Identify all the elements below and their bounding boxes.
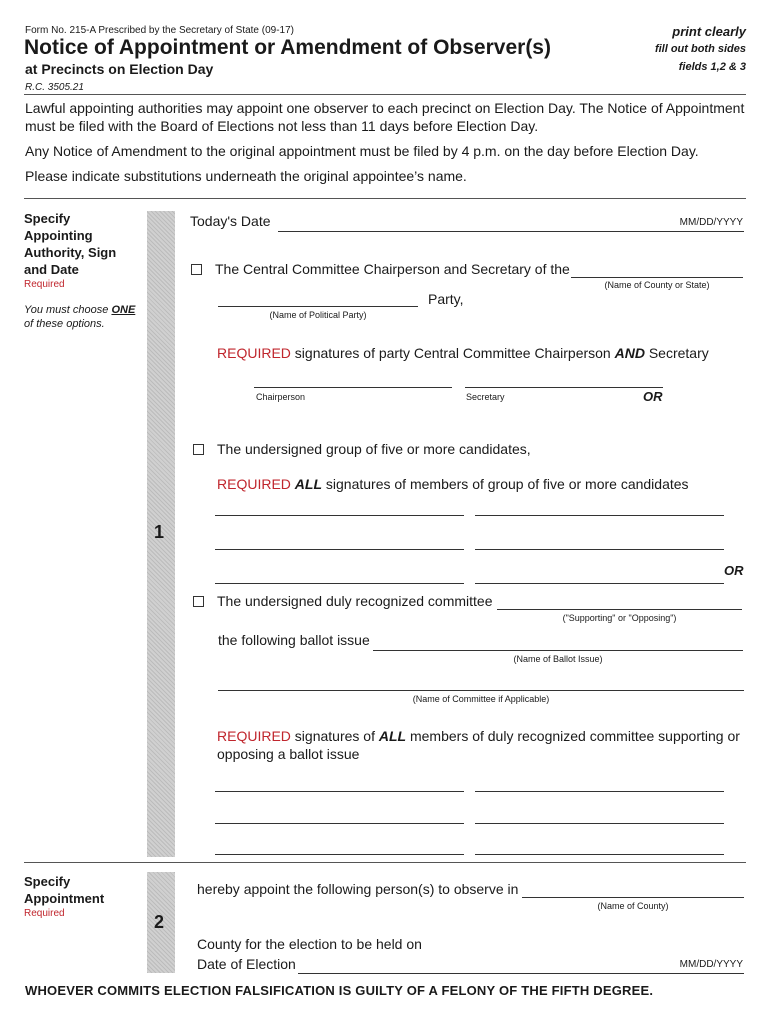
option3-label: The undersigned duly recognized committee [217,593,493,609]
intro-paragraph-1: Lawful appointing authorities may appoint one observer to each precinct on Election Day. The Notice of Appointment must be filed with the Board of Elections not less than 11 days before Election Day. [25,100,745,134]
candidate-signature-1[interactable] [215,515,464,516]
option3-required-text: REQUIRED signatures of ALL members of duly recognized committee supporting or opposing a ballot issue [217,728,740,762]
or-label-2: OR [724,563,744,578]
candidate-signature-5[interactable] [215,583,464,584]
fields-note: fields 1,2 & 3 [678,61,746,73]
section1-note: You must choose ONE of these options. [24,304,136,330]
todays-date-input[interactable] [278,231,744,232]
intro-paragraph-3: Please indicate substitutions underneath the original appointee’s name. [25,168,467,184]
candidate-signature-6[interactable] [475,583,724,584]
or-label-1: OR [643,389,663,404]
option1-label: The Central Committee Chairperson and Secretary of the [215,261,570,277]
committee-name-input[interactable] [218,690,744,691]
ballot-issue-input[interactable] [373,650,743,651]
header-divider [24,94,746,95]
candidate-signature-2[interactable] [475,515,724,516]
section2-number: 2 [154,912,165,932]
chairperson-signature-input[interactable] [254,387,452,388]
secretary-signature-input[interactable] [465,387,663,388]
supporting-opposing-caption: ("Supporting" or "Opposing") [562,613,677,623]
county-caption: (Name of County) [597,901,669,911]
supporting-opposing-input[interactable] [497,609,742,610]
ballot-issue-label: the following ballot issue [218,632,370,648]
section1-divider [24,198,746,199]
section1-label: Specify Appointing Authority, Sign and Date [24,211,117,277]
todays-date-format: MM/DD/YYYY [679,217,743,228]
option2-required-text: REQUIRED ALL signatures of members of group of five or more candidates [217,476,689,492]
section2-label: Specify Appointment [24,874,105,906]
section2-required: Required [24,908,65,919]
print-clearly-note: print clearly [672,24,746,39]
intro-paragraph-2: Any Notice of Amendment to the original appointment must be filed by 4 p.m. on the day before Election Day. [25,143,699,159]
option3-checkbox[interactable] [193,596,204,607]
secretary-caption: Secretary [466,392,505,402]
date-of-election-input[interactable] [298,973,744,974]
ballot-issue-caption: (Name of Ballot Issue) [513,654,603,664]
committee-signature-3[interactable] [215,823,464,824]
section2-divider [24,862,746,863]
party-label: Party, [428,291,464,307]
todays-date-label: Today's Date [190,213,271,229]
form-number: Form No. 215-A Prescribed by the Secretary of State (09-17) [25,25,295,36]
committee-name-caption: (Name of Committee if Applicable) [412,694,550,704]
section1-required: Required [24,279,65,290]
section1-number: 1 [154,522,165,542]
option2-checkbox[interactable] [193,444,204,455]
election-date-format: MM/DD/YYYY [679,959,743,970]
chairperson-caption: Chairperson [256,392,306,402]
date-of-election-label: Date of Election [197,956,296,972]
county-election-label: County for the election to be held on [197,936,422,952]
county-state-caption: (Name of County or State) [604,280,710,290]
committee-signature-5[interactable] [215,854,464,855]
political-party-caption: (Name of Political Party) [269,310,367,320]
candidate-signature-3[interactable] [215,549,464,550]
fill-both-sides-note: fill out both sides [654,43,746,55]
option1-required-text: REQUIRED signatures of party Central Committee Chairperson AND Secretary [217,345,709,361]
candidate-signature-4[interactable] [475,549,724,550]
appoint-label: hereby appoint the following person(s) to observe in [197,881,519,897]
political-party-input[interactable] [218,306,418,307]
committee-signature-1[interactable] [215,791,464,792]
option2-label: The undersigned group of five or more candidates, [217,441,531,457]
rc-reference: R.C. 3505.21 [25,82,84,93]
committee-signature-2[interactable] [475,791,724,792]
committee-signature-4[interactable] [475,823,724,824]
county-state-input[interactable] [571,277,743,278]
committee-signature-6[interactable] [475,854,724,855]
option1-checkbox[interactable] [191,264,202,275]
form-subtitle: at Precincts on Election Day [25,61,214,77]
county-input[interactable] [522,897,744,898]
form-title: Notice of Appointment or Amendment of Observer(s) [24,36,551,59]
felony-warning: WHOEVER COMMITS ELECTION FALSIFICATION IS GUILTY OF A FELONY OF THE FIFTH DEGREE. [25,983,654,998]
